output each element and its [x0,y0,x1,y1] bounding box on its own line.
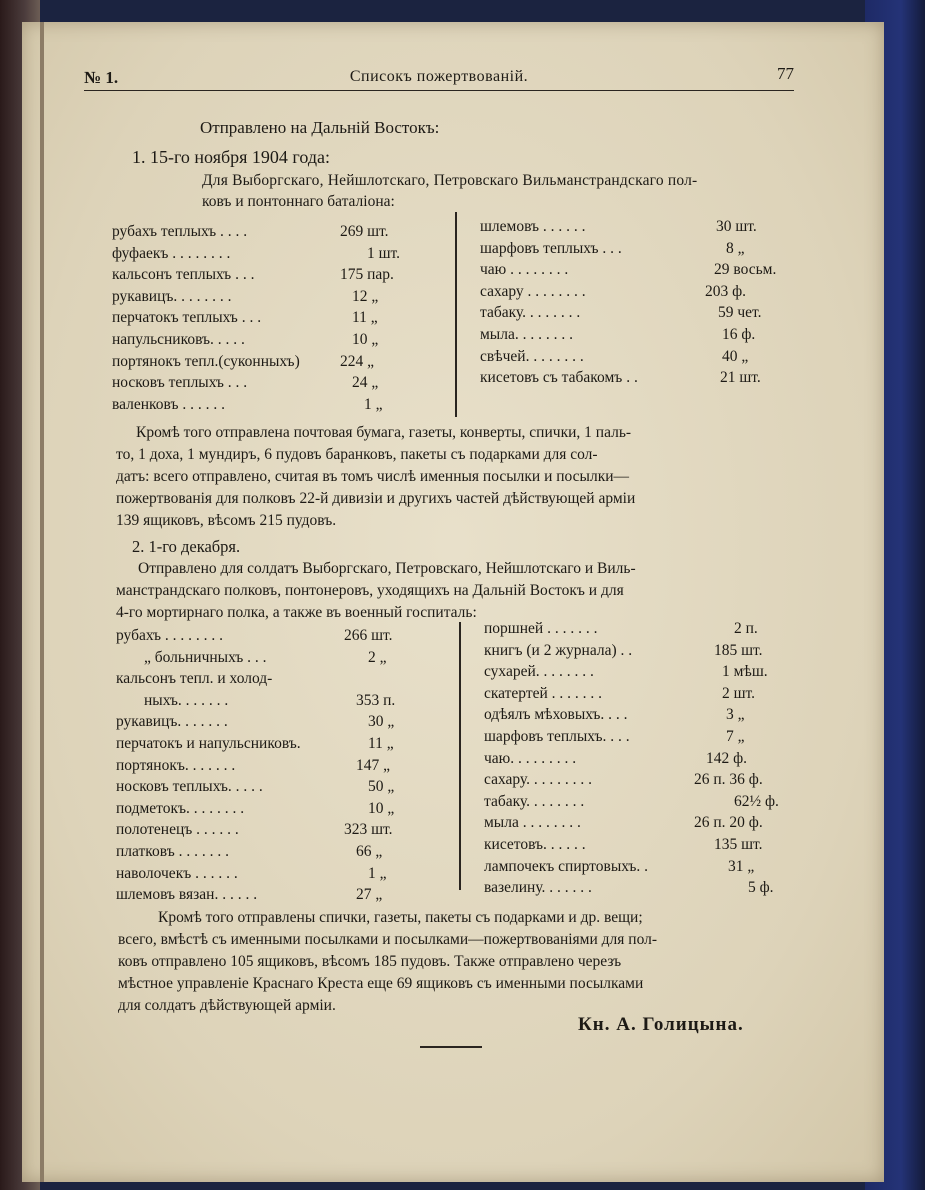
section1-right-list [480,218,800,391]
list-item: сахару . . . . . . . . 203 ф. [480,282,747,300]
list-item: шлемовъ . . . . . . 30 шт. [480,218,757,235]
list-item: платковъ . . . . . . . 66 „ [116,842,383,860]
header-title: Списокъ пожертвованiй. [349,68,529,85]
section2-right-list [484,620,804,901]
closing-rule [420,1046,482,1048]
page-header [84,62,794,91]
list-item: рукавицъ. . . . . . . . 12 „ [112,287,379,305]
list-item: табаку. . . . . . . . 59 чет. [480,304,762,322]
signature: Кн. А. Голицына. [578,1014,744,1035]
list-item: свѣчей. . . . . . . . 40 „ [480,347,749,365]
list-item: шарфовъ теплыхъ. . . . 7 „ [484,727,745,745]
list-item: табаку. . . . . . . . 62½ ф. [484,792,779,810]
main-heading: Отправлено на Дальнiй Востокъ: [200,118,440,137]
section1-intro-line2: ковъ и понтоннаго баталiона: [202,193,395,210]
list-item: кисетовъ съ табакомъ . . 21 шт. [480,369,761,387]
list-item: напульсниковъ. . . . . 10 „ [112,330,379,348]
list-item: валенковъ . . . . . . 1 „ [112,395,383,413]
list-item: вазелину. . . . . . . 5 ф. [484,879,774,897]
list-item: полотенецъ . . . . . . 323 шт. [116,821,393,839]
list-item: портянокъ тепл.(суконныхъ) 224 „ [112,352,375,370]
list-item: скатертей . . . . . . . 2 шт. [484,684,756,702]
list-item: „ больничныхъ . . . 2 „ [144,648,387,666]
list-item: наволочекъ . . . . . . 1 „ [116,864,387,882]
list-item: сухарей. . . . . . . . 1 мѣш. [484,663,768,681]
section2-left-list [116,627,451,908]
list-item: рубахъ . . . . . . . . 266 шт. [116,627,393,644]
list-item: шлемовъ вязан. . . . . . 27 „ [116,886,383,904]
section1-left-list [112,223,447,417]
section2-title: 2. 1-го декабря. [132,537,241,556]
list-item: рубахъ теплыхъ . . . . 269 шт. [112,223,389,240]
list-item: портянокъ. . . . . . . 147 „ [116,756,391,774]
list-item: рукавицъ. . . . . . . 30 „ [116,713,395,731]
list-item: чаю. . . . . . . . . 142 ф. [484,749,748,767]
list-item: мыла. . . . . . . . 16 ф. [480,325,756,343]
section1-column-divider [455,212,457,417]
list-item: фуфаекъ . . . . . . . . 1 шт. [112,244,401,262]
list-item: носковъ теплыхъ . . . 24 „ [112,374,379,392]
list-item: носковъ теплыхъ. . . . . 50 „ [116,778,395,796]
list-item: шарфовъ теплыхъ . . . 8 „ [480,239,745,257]
list-item: подметокъ. . . . . . . . 10 „ [116,799,395,817]
list-item: чаю . . . . . . . . 29 восьм. [480,261,777,279]
list-item: одѣялъ мѣховыхъ. . . . 3 „ [484,706,745,724]
list-item: книгъ (и 2 журнала) . . 185 шт. [484,641,763,659]
section1-intro-line1: Для Выборгскаго, Нейшлотскаго, Петровскаго Вильманстрандскаго пол- [202,172,698,189]
list-item: перчатокъ и напульсниковъ. 11 „ [116,734,394,752]
section1-title: 1. 15-го ноября 1904 года: [132,147,330,167]
list-item: лампочекъ спиртовыхъ. . 31 „ [484,857,755,875]
issue-number: № 1. [84,68,119,87]
list-item: кальсонъ теплыхъ . . . 175 пар. [112,266,394,284]
list-item: кальсонъ тепл. и холод- [116,670,273,688]
section2-column-divider [459,622,461,890]
list-item: мыла . . . . . . . . 26 п. 20 ф. [484,814,763,832]
list-item: сахару. . . . . . . . . 26 п. 36 ф. [484,771,763,789]
list-item: ныхъ. . . . . . . 353 п. [144,691,396,709]
page-number: 77 [777,64,794,83]
list-item: кисетовъ. . . . . . 135 шт. [484,835,763,853]
page-gutter [40,22,44,1182]
list-item: перчатокъ теплыхъ . . . 11 „ [112,309,378,327]
list-item: поршней . . . . . . . 2 п. [484,620,758,637]
